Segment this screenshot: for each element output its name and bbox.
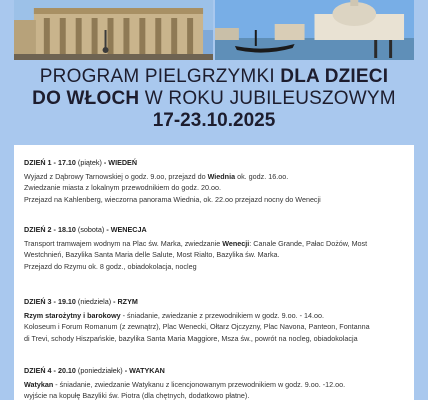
day-4-section [24, 365, 394, 400]
title-line-2 [0, 88, 428, 110]
day-2-heading [24, 224, 394, 235]
day-3-heading [24, 296, 394, 307]
day-3-place: - RZYM [113, 297, 138, 306]
day-2-place: - WENECJA [106, 225, 147, 234]
day-3-weekday: (niedziela) [75, 297, 114, 306]
day-3-line-3: di Trevi, schody Hiszpańskie, bazylika Santa Maria Maggiore, Msza św., powrót na nocleg, obiadokolacja [24, 333, 358, 343]
day-4-heading [24, 365, 394, 376]
day-1-line-3: Przejazd na Kahlenberg, wieczorna panorama Wiednia, ok. 22.oo przejazd nocny do Wenecji [24, 194, 321, 204]
day-2-line-2: Westchnień, Bazylika Santa Maria delle Salute, Most Rialto, Bazylika św. Marka. [24, 250, 280, 260]
day-1-place: - WIEDEŃ [103, 158, 138, 167]
day-2-weekday: (sobota) [75, 225, 107, 234]
day-4-date: DZIEŃ 4 - 20.10 [24, 366, 76, 375]
header-photo-strip [14, 0, 414, 60]
day-1-heading [24, 157, 394, 168]
day-1-line-2: Zwiedzanie miasta z lokalnym przewodnikiem do godz. 20.oo. [24, 183, 221, 193]
day-2-date: DZIEŃ 2 - 18.10 [24, 225, 76, 234]
day-4-line-1: Watykan - śniadanie, zwiedzanie Watykanu z licencjonowanym przewodnikiem w godz. 9.oo. -12.oo. [24, 380, 346, 390]
venice-canal-photo [215, 0, 414, 60]
day-2-line-1: Transport tramwajem wodnym na Plac św. Marka, zwiedzanie Wenecji: Canale Grande, Pałac Dożów, Most [24, 239, 368, 249]
title-line-1 [0, 66, 428, 88]
day-4-weekday: (poniedziałek) [75, 366, 125, 375]
day-3-line-1: Rzym starożytny i barokowy - śniadanie, zwiedzanie z przewodnikiem w godz. 9.oo. - 14.oo. [24, 311, 325, 321]
program-title [0, 66, 428, 132]
day-1-line-1: Wyjazd z Dąbrowy Tarnowskiej o godz. 9.oo, przejazd do Wiednia ok. godz. 16.oo. [24, 172, 289, 182]
day-2-section [24, 224, 394, 272]
day-4-line-2: wyjście na kopułę Bazyliki św. Piotra (dla chętnych, dodatkowo płatne). [24, 391, 250, 400]
day-4-place: - WATYKAN [124, 366, 165, 375]
day-3-date: DZIEŃ 3 - 19.10 [24, 297, 76, 306]
day-1-section [24, 157, 394, 205]
trip-dates: 17-23.10.2025 [152, 110, 276, 131]
day-3-line-2: Koloseum i Forum Romanum (z zewnątrz), Plac Wenecki, Ołtarz Ojczyzny, Plac Navona, Panteon, Fontanna [24, 322, 370, 332]
day-1-weekday: (piątek) [75, 158, 104, 167]
day-1-date: DZIEŃ 1 - 17.10 [24, 158, 76, 167]
title-line-1-regular: PROGRAM PIELGRZYMKI [39, 66, 281, 87]
title-line-2-bold: DO WŁOCH [32, 88, 140, 109]
title-line-2-regular: W ROKU JUBILEUSZOWYM [139, 88, 396, 109]
vatican-basilica-photo [14, 0, 213, 60]
day-2-line-3: Przejazd do Rzymu ok. 8 godz., obiadokolacja, nocleg [24, 261, 197, 271]
title-line-1-bold: DLA DZIECI [280, 66, 389, 87]
day-3-section [24, 296, 394, 344]
